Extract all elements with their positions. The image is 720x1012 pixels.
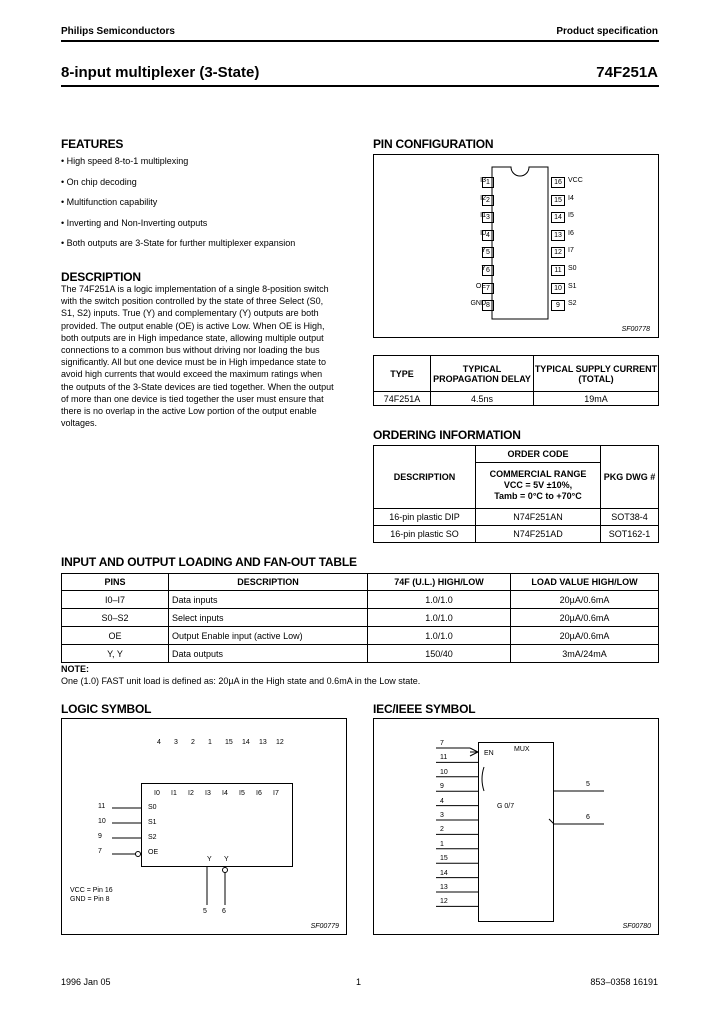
logic-symbol-wires <box>62 719 348 936</box>
type-table <box>373 355 659 406</box>
pin-number-left: 3 <box>482 212 494 223</box>
input-label: I2 <box>188 790 194 797</box>
input-label: I1 <box>171 790 177 797</box>
footer-date: 1996 Jan 05 <box>61 977 111 987</box>
iec-out-5: 5 <box>586 781 590 788</box>
page-title: 8-input multiplexer (3-State) <box>61 64 260 81</box>
iec-pin-number: 4 <box>440 797 444 805</box>
iec-pin-number: 11 <box>440 754 448 762</box>
control-label: S2 <box>148 834 157 841</box>
input-pin-number: 3 <box>174 739 178 746</box>
loading-heading: INPUT AND OUTPUT LOADING AND FAN-OUT TABLE <box>61 555 357 569</box>
pin-number-right: 11 <box>551 265 565 276</box>
note-label: NOTE: <box>61 664 89 674</box>
control-pin-number: 11 <box>98 803 106 810</box>
control-pin-number: 7 <box>98 848 102 855</box>
footer-page: 1 <box>356 977 362 987</box>
iec-pin-number: 14 <box>440 869 448 877</box>
output-y-label: Y <box>207 856 212 863</box>
feature-item: • Multifunction capability <box>61 197 158 207</box>
table-row: S0–S2 Select inputs 1.0/1.0 20µA/0.6mA <box>62 609 659 627</box>
pin-name-right: S1 <box>568 282 577 290</box>
pin-number-right: 12 <box>551 247 565 258</box>
description-heading: DESCRIPTION <box>61 270 141 284</box>
loading-table: PINS DESCRIPTION 74F (U.L.) HIGH/LOW LOAD VALUE HIGH/LOW I0–I7 Data inputs 1.0/1.0 20µA/0.6mA S0–S2 Select inputs 1.0/1.0 20µA/0.6mA OE Output Enable input (active Low) 1.0/1.0 20µA/0.6mA Y, Y Data outputs 150/40 3mA/24mA <box>61 573 659 663</box>
feature-item: • Both outputs are 3-State for further multiplexer expansion <box>61 238 296 248</box>
iec-symbol-frame <box>373 718 659 935</box>
pin-name-left: I1 <box>480 212 486 220</box>
pin-number-right: 15 <box>551 195 565 206</box>
pin-config-heading: PIN CONFIGURATION <box>373 137 494 151</box>
pin-name-left: OE <box>475 282 486 290</box>
pin-number-right: 10 <box>551 283 565 294</box>
delay-cell: 4.5ns <box>431 392 534 406</box>
pin-name-left: Y <box>481 247 486 255</box>
pin-name-left: Y <box>481 265 486 272</box>
iec-pin-number: 3 <box>440 812 444 819</box>
pin-name-left: I2 <box>480 194 486 202</box>
company-name: Philips Semiconductors <box>61 26 175 37</box>
iec-out-6: 6 <box>586 814 590 821</box>
ordering-table <box>373 445 659 543</box>
pin-config-frame <box>373 154 659 338</box>
current-header: TYPICAL SUPPLY CURRENT (TOTAL) <box>534 356 659 392</box>
pin-name-right: S0 <box>568 265 577 272</box>
type-header: TYPE <box>374 356 431 392</box>
gnd-note: GND = Pin 8 <box>70 896 110 903</box>
iec-symbol-wires <box>374 719 660 936</box>
input-label: I4 <box>222 790 228 797</box>
pin-name-left: I0 <box>480 229 486 237</box>
note-text: One (1.0) FAST unit load is defined as: 20µA in the High state and 0.6mA in the Low state. <box>61 676 421 686</box>
pin-name-right: VCC <box>568 177 583 184</box>
mux-label: MUX <box>514 746 530 753</box>
table-row: 16-pin plastic SO N74F251AD SOT162-1 <box>374 526 659 543</box>
output-ybar-label: Y <box>224 856 229 863</box>
pin-name-right: I7 <box>568 247 574 255</box>
g-label: G 0/7 <box>497 803 515 810</box>
input-label: I0 <box>154 790 160 797</box>
input-label: I6 <box>256 790 262 797</box>
input-pin-number: 12 <box>276 739 284 746</box>
pin-number-left: 4 <box>482 230 494 241</box>
input-label: I5 <box>239 790 245 797</box>
iec-symbol-heading: IEC/IEEE SYMBOL <box>373 702 476 716</box>
table-row: OE Output Enable input (active Low) 1.0/1.0 20µA/0.6mA <box>62 627 659 645</box>
control-label: S1 <box>148 819 157 826</box>
iec-pin-number: 2 <box>440 826 444 834</box>
input-pin-number: 13 <box>259 739 267 746</box>
part-number: 74F251A <box>596 64 658 81</box>
iec-pin-number: 15 <box>440 855 448 863</box>
pin-number-right: 9 <box>551 300 565 311</box>
pin-number-left: 5 <box>482 247 494 258</box>
iec-pin-number: 10 <box>440 768 448 776</box>
input-pin-number: 1 <box>208 739 212 746</box>
logic-symbol-code: SF00779 <box>310 923 339 930</box>
control-label: OE <box>148 849 159 856</box>
pin-name-right: S2 <box>568 300 577 308</box>
input-pin-number: 4 <box>157 739 161 746</box>
pin-name-right: I6 <box>568 229 574 237</box>
feature-item: • Inverting and Non-Inverting outputs <box>61 217 208 228</box>
order-code-header: ORDER CODE <box>476 446 601 463</box>
iec-pin-number: 1 <box>440 840 444 848</box>
commercial-range-header: COMMERCIAL RANGE VCC = 5V ±10%, Tamb = 0°C to +70°C <box>476 463 601 509</box>
table-row: 16-pin plastic DIP N74F251AN SOT38-4 <box>374 509 659 526</box>
pin-number-left: 8 <box>482 300 494 311</box>
pin-config-code: SF00778 <box>621 326 650 333</box>
input-label: I7 <box>273 790 279 797</box>
control-pin-number: 9 <box>98 833 102 840</box>
feature-item: • On chip decoding <box>61 176 137 187</box>
iec-pin-number: 12 <box>440 898 448 906</box>
logic-symbol-heading: LOGIC SYMBOL <box>61 702 152 716</box>
input-pin-number: 15 <box>225 739 233 746</box>
pin-number-right: 16 <box>551 177 565 188</box>
delay-header: TYPICAL PROPAGATION DELAY <box>431 356 534 392</box>
table-row: Y, Y Data outputs 150/40 3mA/24mA <box>62 645 659 663</box>
title-rule <box>61 85 659 87</box>
pin-number-left: 2 <box>482 195 494 206</box>
table-row: I0–I7 Data inputs 1.0/1.0 20µA/0.6mA <box>62 591 659 609</box>
type-cell: 74F251A <box>374 392 431 406</box>
pin-number-right: 13 <box>551 230 565 241</box>
out-pin-5: 5 <box>203 908 207 915</box>
pin-number-left: 7 <box>482 283 494 294</box>
features-list <box>61 156 295 259</box>
out-pin-6: 6 <box>222 908 226 915</box>
pin-name-right: I5 <box>568 212 574 220</box>
en-label: EN <box>484 750 494 757</box>
dip-package-outline <box>374 155 660 339</box>
order-desc-header: DESCRIPTION <box>374 446 476 509</box>
description-text: The 74F251A is a logic implementation of a single 8-position switch with the switch position controlled by the state of three Select (S0, S1, S2) inputs. True (Y) and complementary (Y) outputs are both provided. The output enable (OE) is active Low. When OE is High, both outputs are in High impedance state, allowing multiple output connections to a common bus without driving nor loading the bus significantly. All but one device must be in High impedance state to avoid high currents that would exceed the maximum ratings when the outputs of the 3-State devices are tied together. When the output of more than one device is tied together the user must ensure that there is no overlap in the active Low portion of the output enable voltages. <box>61 284 334 429</box>
pin-number-right: 14 <box>551 212 565 223</box>
footer-docnum: 853–0358 16191 <box>590 977 658 987</box>
pin-name-left: GND <box>470 300 486 308</box>
pin-name-right: I4 <box>568 194 574 202</box>
input-label: I3 <box>205 790 211 797</box>
iec-pin-number: 7 <box>440 740 444 747</box>
pin-number-left: 6 <box>482 265 494 276</box>
input-pin-number: 14 <box>242 739 250 746</box>
feature-item: • High speed 8-to-1 multiplexing <box>61 156 189 166</box>
pin-name-left: I3 <box>480 177 486 184</box>
pkg-header: PKG DWG # <box>601 446 659 509</box>
ordering-heading: ORDERING INFORMATION <box>373 428 521 442</box>
header-rule <box>61 40 659 42</box>
control-pin-number: 10 <box>98 818 106 825</box>
features-heading: FEATURES <box>61 137 124 151</box>
input-pin-number: 2 <box>191 739 195 746</box>
vcc-note: VCC = Pin 16 <box>70 887 113 894</box>
iec-pin-number: 13 <box>440 884 448 891</box>
iec-symbol-code: SF00780 <box>622 923 651 930</box>
pin-number-left: 1 <box>482 177 494 188</box>
doc-type: Product specification <box>556 26 658 37</box>
logic-symbol-frame <box>61 718 347 935</box>
current-cell: 19mA <box>534 392 659 406</box>
control-label: S0 <box>148 804 157 811</box>
iec-pin-number: 9 <box>440 783 444 791</box>
